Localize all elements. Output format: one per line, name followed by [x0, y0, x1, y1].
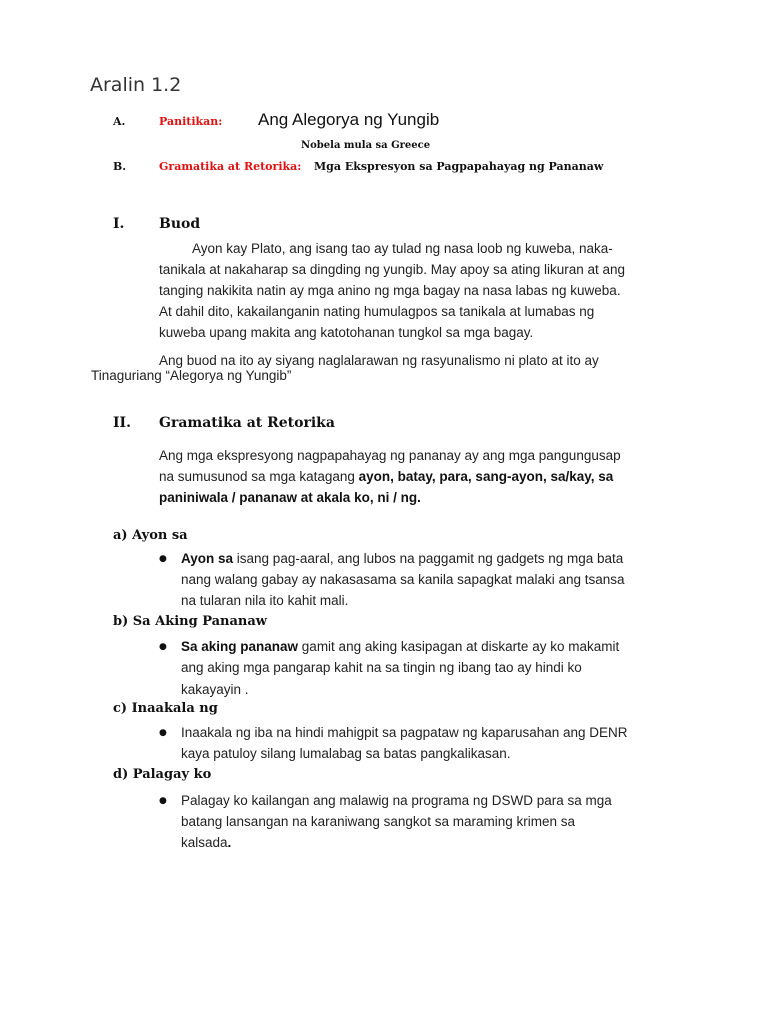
item-b-line-2: ang aking mga pangarap kahit na sa tingin ng ibang tao ay hindi ko	[181, 660, 582, 675]
summary-line-5: kuweba upang makita ang katotohanan tungkol sa mga bagay.	[159, 325, 534, 340]
lesson-title: Aralin 1.2	[90, 74, 182, 96]
item-d-period: .	[227, 835, 232, 850]
item-a-line-2: nang walang gabay ay nakasasama sa kanila sapagkat malaki ang tsansa	[181, 572, 625, 587]
bullet-icon: ●	[159, 554, 167, 564]
summary-line-1: Ayon kay Plato, ang isang tao ay tulad ng nasa loob ng kuweba, naka-	[192, 241, 613, 256]
item-c-line-2: kaya patuloy silang lumalabag sa batas pangkalikasan.	[181, 746, 511, 761]
grammar-intro-line-2	[159, 466, 613, 487]
section-1-heading: Buod	[159, 216, 201, 232]
literature-title: Ang Alegorya ng Yungib	[258, 110, 440, 129]
item-d-line-3-text: kalsada	[181, 835, 228, 850]
item-b-heading: b) Sa Aking Pananaw	[113, 614, 267, 629]
item-d-heading: d) Palagay ko	[113, 767, 212, 782]
item-a-heading: a) Ayon sa	[113, 528, 188, 543]
item-a-line-1-text: isang pag-aaral, ang lubos na paggamit ng gadgets ng mga bata	[233, 551, 624, 566]
item-a-keyword: Ayon sa	[181, 551, 234, 566]
summary-line-4: At dahil dito, kakailanganin nating humulagpos sa tanikala at lumabas ng	[159, 304, 595, 319]
item-a-line-3: na tularan nila ito kahit mali.	[181, 593, 349, 608]
panitikan-label: Panitikan:	[159, 115, 223, 128]
gramatika-label: Gramatika at Retorika:	[159, 160, 302, 173]
bullet-icon: ●	[159, 796, 167, 806]
summary-line-3: tanging nakikita natin ay mga anino ng mga bagay na nasa labas ng kuweba.	[159, 283, 621, 298]
item-b-line-1	[181, 636, 619, 657]
item-d-line-2: batang lansangan na karaniwang sangkot sa maraming krimen sa	[181, 814, 575, 829]
item-c-heading: c) Inaakala ng	[113, 701, 218, 716]
grammar-intro-keywords: ayon, batay, para, sang-ayon, sa/kay, sa	[358, 469, 614, 484]
section-1-number: I.	[113, 216, 125, 232]
item-b-letter: B.	[113, 160, 127, 173]
item-b-line-3: kakayayin .	[181, 682, 249, 697]
summary-line-2: tanikala at nakaharap sa dingding ng yungib. May apoy sa ating likuran at ang	[159, 262, 626, 277]
grammar-intro-line-1: Ang mga ekspresyong nagpapahayag ng pananay ay ang mga pangungusap	[159, 448, 621, 463]
literature-subtitle: Nobela mula sa Greece	[301, 140, 431, 151]
grammar-intro-keywords-2: paniniwala / pananaw at akala ko, ni / ng.	[159, 490, 421, 505]
item-a-letter: A.	[113, 115, 126, 128]
bullet-icon: ●	[159, 728, 167, 738]
summary-para2-line-2: Tinaguriang “Alegorya ng Yungib”	[91, 368, 292, 383]
grammar-intro-line-3	[159, 487, 421, 508]
section-2-number: II.	[113, 415, 131, 431]
grammar-title: Mga Ekspresyon sa Pagpapahayag ng Pananaw	[314, 160, 604, 173]
item-a-line-1	[181, 548, 623, 569]
item-b-keyword: Sa aking pananaw	[181, 639, 299, 654]
bullet-icon: ●	[159, 642, 167, 652]
item-d-line-1: Palagay ko kailangan ang malawig na programa ng DSWD para sa mga	[181, 793, 612, 808]
item-d-line-3	[181, 832, 231, 853]
grammar-intro-plain: na sumusunod sa mga katagang	[159, 469, 359, 484]
summary-para2-line-1: Ang buod na ito ay siyang naglalarawan ng rasyunalismo ni plato at ito ay	[159, 353, 599, 368]
item-b-line-1-text: gamit ang aking kasipagan at diskarte ay ko makamit	[298, 639, 620, 654]
section-2-heading: Gramatika at Retorika	[159, 415, 335, 431]
item-c-line-1: Inaakala ng iba na hindi mahigpit sa pagpataw ng kaparusahan ang DENR	[181, 725, 628, 740]
